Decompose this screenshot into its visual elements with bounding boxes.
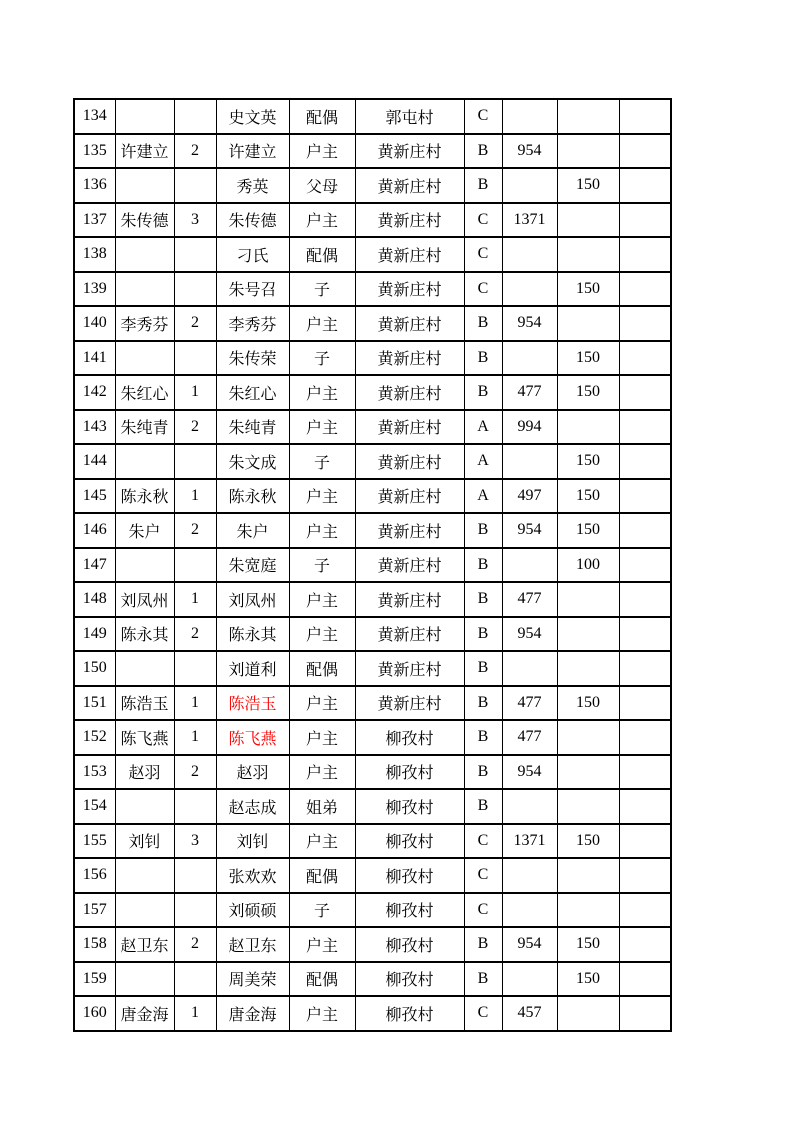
cell-member-name: 张欢欢 bbox=[216, 858, 289, 893]
cell-member-name: 陈飞燕 bbox=[216, 720, 289, 755]
cell-empty bbox=[619, 651, 671, 686]
cell-seq-number: 155 bbox=[74, 824, 115, 859]
cell-grade: B bbox=[464, 134, 502, 169]
cell-amount-primary: 954 bbox=[502, 134, 557, 169]
cell-grade: B bbox=[464, 651, 502, 686]
cell-amount-secondary: 150 bbox=[557, 444, 619, 479]
cell-householder-name: 李秀芬 bbox=[115, 306, 174, 341]
cell-grade: B bbox=[464, 755, 502, 790]
cell-relation: 户主 bbox=[289, 410, 355, 445]
table-row bbox=[74, 513, 671, 548]
cell-household-size: 1 bbox=[174, 479, 216, 514]
cell-relation: 子 bbox=[289, 893, 355, 928]
cell-village: 郭屯村 bbox=[355, 99, 464, 134]
cell-relation: 户主 bbox=[289, 203, 355, 238]
cell-householder-name: 许建立 bbox=[115, 134, 174, 169]
cell-amount-primary bbox=[502, 272, 557, 307]
cell-amount-secondary bbox=[557, 996, 619, 1031]
cell-grade: B bbox=[464, 927, 502, 962]
cell-grade: A bbox=[464, 410, 502, 445]
cell-household-size bbox=[174, 444, 216, 479]
cell-household-size bbox=[174, 651, 216, 686]
cell-household-size: 2 bbox=[174, 513, 216, 548]
cell-amount-primary: 1371 bbox=[502, 203, 557, 238]
cell-seq-number: 138 bbox=[74, 237, 115, 272]
cell-village: 黄新庄村 bbox=[355, 168, 464, 203]
table-row bbox=[74, 651, 671, 686]
table-row bbox=[74, 927, 671, 962]
cell-empty bbox=[619, 548, 671, 583]
cell-amount-primary: 954 bbox=[502, 927, 557, 962]
cell-amount-primary bbox=[502, 651, 557, 686]
cell-village: 黄新庄村 bbox=[355, 444, 464, 479]
cell-amount-primary: 954 bbox=[502, 513, 557, 548]
cell-empty bbox=[619, 203, 671, 238]
cell-amount-secondary: 150 bbox=[557, 686, 619, 721]
cell-empty bbox=[619, 582, 671, 617]
cell-village: 柳孜村 bbox=[355, 789, 464, 824]
cell-member-name: 朱纯青 bbox=[216, 410, 289, 445]
cell-seq-number: 135 bbox=[74, 134, 115, 169]
cell-relation: 户主 bbox=[289, 479, 355, 514]
table-row bbox=[74, 479, 671, 514]
cell-member-name: 朱宽庭 bbox=[216, 548, 289, 583]
cell-seq-number: 142 bbox=[74, 375, 115, 410]
cell-village: 柳孜村 bbox=[355, 720, 464, 755]
cell-seq-number: 139 bbox=[74, 272, 115, 307]
cell-seq-number: 141 bbox=[74, 341, 115, 376]
cell-amount-secondary: 150 bbox=[557, 168, 619, 203]
cell-village: 黄新庄村 bbox=[355, 341, 464, 376]
cell-village: 黄新庄村 bbox=[355, 686, 464, 721]
cell-amount-secondary bbox=[557, 582, 619, 617]
cell-relation: 户主 bbox=[289, 582, 355, 617]
cell-member-name: 赵羽 bbox=[216, 755, 289, 790]
cell-empty bbox=[619, 237, 671, 272]
cell-householder-name: 朱红心 bbox=[115, 375, 174, 410]
cell-amount-primary bbox=[502, 962, 557, 997]
cell-empty bbox=[619, 686, 671, 721]
cell-householder-name: 朱户 bbox=[115, 513, 174, 548]
cell-empty bbox=[619, 893, 671, 928]
cell-relation: 户主 bbox=[289, 686, 355, 721]
cell-empty bbox=[619, 927, 671, 962]
cell-household-size: 3 bbox=[174, 824, 216, 859]
cell-householder-name bbox=[115, 272, 174, 307]
table-row bbox=[74, 306, 671, 341]
cell-seq-number: 152 bbox=[74, 720, 115, 755]
cell-empty bbox=[619, 996, 671, 1031]
table-row bbox=[74, 962, 671, 997]
cell-village: 柳孜村 bbox=[355, 755, 464, 790]
cell-relation: 户主 bbox=[289, 927, 355, 962]
cell-relation: 子 bbox=[289, 444, 355, 479]
cell-householder-name bbox=[115, 237, 174, 272]
cell-village: 黄新庄村 bbox=[355, 272, 464, 307]
cell-amount-primary: 497 bbox=[502, 479, 557, 514]
cell-relation: 户主 bbox=[289, 824, 355, 859]
cell-household-size: 2 bbox=[174, 134, 216, 169]
cell-grade: C bbox=[464, 858, 502, 893]
cell-member-name: 赵志成 bbox=[216, 789, 289, 824]
cell-amount-secondary: 150 bbox=[557, 927, 619, 962]
cell-amount-secondary bbox=[557, 755, 619, 790]
cell-relation: 户主 bbox=[289, 375, 355, 410]
cell-amount-primary: 477 bbox=[502, 720, 557, 755]
cell-amount-secondary: 150 bbox=[557, 375, 619, 410]
cell-relation: 姐弟 bbox=[289, 789, 355, 824]
cell-grade: B bbox=[464, 513, 502, 548]
cell-village: 柳孜村 bbox=[355, 996, 464, 1031]
table-row bbox=[74, 824, 671, 859]
cell-member-name: 陈永秋 bbox=[216, 479, 289, 514]
cell-relation: 配偶 bbox=[289, 858, 355, 893]
cell-seq-number: 150 bbox=[74, 651, 115, 686]
cell-household-size bbox=[174, 962, 216, 997]
cell-amount-secondary bbox=[557, 410, 619, 445]
cell-amount-primary bbox=[502, 444, 557, 479]
cell-member-name: 朱号召 bbox=[216, 272, 289, 307]
cell-householder-name bbox=[115, 789, 174, 824]
cell-relation: 子 bbox=[289, 548, 355, 583]
cell-grade: B bbox=[464, 168, 502, 203]
cell-member-name: 陈永其 bbox=[216, 617, 289, 652]
cell-amount-primary: 1371 bbox=[502, 824, 557, 859]
cell-household-size: 1 bbox=[174, 582, 216, 617]
cell-grade: B bbox=[464, 686, 502, 721]
table-row bbox=[74, 168, 671, 203]
cell-village: 柳孜村 bbox=[355, 858, 464, 893]
cell-grade: C bbox=[464, 893, 502, 928]
cell-relation: 户主 bbox=[289, 134, 355, 169]
cell-grade: C bbox=[464, 203, 502, 238]
cell-empty bbox=[619, 375, 671, 410]
cell-relation: 配偶 bbox=[289, 651, 355, 686]
cell-grade: B bbox=[464, 720, 502, 755]
cell-grade: B bbox=[464, 548, 502, 583]
cell-amount-primary bbox=[502, 168, 557, 203]
cell-empty bbox=[619, 410, 671, 445]
cell-amount-primary: 477 bbox=[502, 686, 557, 721]
cell-member-name: 李秀芬 bbox=[216, 306, 289, 341]
cell-seq-number: 147 bbox=[74, 548, 115, 583]
cell-grade: B bbox=[464, 617, 502, 652]
cell-household-size bbox=[174, 272, 216, 307]
cell-village: 黄新庄村 bbox=[355, 479, 464, 514]
cell-village: 柳孜村 bbox=[355, 893, 464, 928]
cell-amount-primary: 954 bbox=[502, 617, 557, 652]
cell-empty bbox=[619, 720, 671, 755]
cell-member-name: 陈浩玉 bbox=[216, 686, 289, 721]
cell-village: 柳孜村 bbox=[355, 927, 464, 962]
cell-household-size: 1 bbox=[174, 996, 216, 1031]
cell-household-size: 2 bbox=[174, 306, 216, 341]
cell-seq-number: 158 bbox=[74, 927, 115, 962]
cell-amount-secondary: 150 bbox=[557, 962, 619, 997]
cell-householder-name bbox=[115, 548, 174, 583]
table-row bbox=[74, 99, 671, 134]
cell-member-name: 许建立 bbox=[216, 134, 289, 169]
cell-amount-primary bbox=[502, 858, 557, 893]
cell-relation: 父母 bbox=[289, 168, 355, 203]
cell-relation: 户主 bbox=[289, 720, 355, 755]
cell-grade: C bbox=[464, 99, 502, 134]
cell-household-size: 2 bbox=[174, 927, 216, 962]
cell-household-size bbox=[174, 548, 216, 583]
table-row bbox=[74, 341, 671, 376]
household-register-table-body bbox=[74, 99, 671, 1031]
cell-seq-number: 151 bbox=[74, 686, 115, 721]
cell-empty bbox=[619, 858, 671, 893]
cell-amount-secondary bbox=[557, 99, 619, 134]
cell-householder-name: 朱传德 bbox=[115, 203, 174, 238]
cell-empty bbox=[619, 479, 671, 514]
cell-relation: 子 bbox=[289, 272, 355, 307]
cell-household-size: 2 bbox=[174, 617, 216, 652]
cell-householder-name bbox=[115, 858, 174, 893]
cell-amount-primary: 954 bbox=[502, 306, 557, 341]
cell-member-name: 刘硕硕 bbox=[216, 893, 289, 928]
cell-household-size bbox=[174, 168, 216, 203]
cell-amount-primary: 954 bbox=[502, 755, 557, 790]
cell-amount-primary bbox=[502, 789, 557, 824]
cell-grade: C bbox=[464, 996, 502, 1031]
cell-seq-number: 144 bbox=[74, 444, 115, 479]
table-row bbox=[74, 134, 671, 169]
cell-householder-name bbox=[115, 651, 174, 686]
table-row bbox=[74, 272, 671, 307]
cell-empty bbox=[619, 134, 671, 169]
table-row bbox=[74, 893, 671, 928]
cell-member-name: 朱户 bbox=[216, 513, 289, 548]
cell-amount-secondary: 150 bbox=[557, 341, 619, 376]
cell-grade: B bbox=[464, 306, 502, 341]
cell-member-name: 史文英 bbox=[216, 99, 289, 134]
cell-householder-name: 陈飞燕 bbox=[115, 720, 174, 755]
cell-householder-name bbox=[115, 962, 174, 997]
cell-village: 柳孜村 bbox=[355, 962, 464, 997]
table-row bbox=[74, 617, 671, 652]
table-row bbox=[74, 203, 671, 238]
cell-village: 黄新庄村 bbox=[355, 651, 464, 686]
cell-member-name: 唐金海 bbox=[216, 996, 289, 1031]
cell-village: 黄新庄村 bbox=[355, 134, 464, 169]
cell-relation: 户主 bbox=[289, 513, 355, 548]
cell-member-name: 朱传德 bbox=[216, 203, 289, 238]
cell-grade: B bbox=[464, 962, 502, 997]
cell-amount-secondary bbox=[557, 858, 619, 893]
cell-amount-primary bbox=[502, 548, 557, 583]
cell-householder-name bbox=[115, 99, 174, 134]
cell-household-size bbox=[174, 99, 216, 134]
cell-amount-secondary bbox=[557, 617, 619, 652]
cell-amount-secondary bbox=[557, 134, 619, 169]
cell-grade: B bbox=[464, 582, 502, 617]
cell-grade: B bbox=[464, 375, 502, 410]
cell-seq-number: 140 bbox=[74, 306, 115, 341]
cell-householder-name bbox=[115, 341, 174, 376]
cell-village: 黄新庄村 bbox=[355, 306, 464, 341]
table-row bbox=[74, 789, 671, 824]
cell-village: 黄新庄村 bbox=[355, 513, 464, 548]
cell-seq-number: 153 bbox=[74, 755, 115, 790]
cell-amount-secondary: 150 bbox=[557, 479, 619, 514]
cell-amount-primary: 477 bbox=[502, 582, 557, 617]
cell-householder-name: 陈永其 bbox=[115, 617, 174, 652]
cell-householder-name bbox=[115, 444, 174, 479]
table-row bbox=[74, 755, 671, 790]
cell-amount-secondary: 100 bbox=[557, 548, 619, 583]
cell-amount-secondary bbox=[557, 720, 619, 755]
cell-empty bbox=[619, 99, 671, 134]
cell-relation: 户主 bbox=[289, 755, 355, 790]
table-row bbox=[74, 996, 671, 1031]
cell-household-size bbox=[174, 858, 216, 893]
cell-relation: 户主 bbox=[289, 306, 355, 341]
cell-relation: 配偶 bbox=[289, 237, 355, 272]
cell-household-size: 3 bbox=[174, 203, 216, 238]
cell-seq-number: 160 bbox=[74, 996, 115, 1031]
cell-relation: 户主 bbox=[289, 996, 355, 1031]
cell-seq-number: 154 bbox=[74, 789, 115, 824]
cell-member-name: 赵卫东 bbox=[216, 927, 289, 962]
cell-household-size: 2 bbox=[174, 410, 216, 445]
cell-village: 黄新庄村 bbox=[355, 582, 464, 617]
cell-member-name: 刁氏 bbox=[216, 237, 289, 272]
cell-village: 黄新庄村 bbox=[355, 375, 464, 410]
cell-member-name: 刘道利 bbox=[216, 651, 289, 686]
cell-seq-number: 146 bbox=[74, 513, 115, 548]
cell-householder-name: 赵卫东 bbox=[115, 927, 174, 962]
cell-member-name: 朱传荣 bbox=[216, 341, 289, 376]
cell-householder-name: 陈永秋 bbox=[115, 479, 174, 514]
cell-empty bbox=[619, 168, 671, 203]
cell-householder-name: 朱纯青 bbox=[115, 410, 174, 445]
cell-relation: 配偶 bbox=[289, 962, 355, 997]
cell-seq-number: 143 bbox=[74, 410, 115, 445]
table-row bbox=[74, 444, 671, 479]
cell-grade: B bbox=[464, 341, 502, 376]
cell-amount-primary: 994 bbox=[502, 410, 557, 445]
cell-member-name: 朱文成 bbox=[216, 444, 289, 479]
table-row bbox=[74, 582, 671, 617]
cell-grade: A bbox=[464, 444, 502, 479]
cell-amount-primary bbox=[502, 341, 557, 376]
cell-seq-number: 157 bbox=[74, 893, 115, 928]
cell-grade: A bbox=[464, 479, 502, 514]
cell-empty bbox=[619, 306, 671, 341]
cell-empty bbox=[619, 617, 671, 652]
cell-empty bbox=[619, 341, 671, 376]
cell-householder-name: 刘钊 bbox=[115, 824, 174, 859]
household-register-table bbox=[73, 98, 672, 1032]
cell-amount-secondary bbox=[557, 789, 619, 824]
cell-household-size bbox=[174, 789, 216, 824]
cell-relation: 配偶 bbox=[289, 99, 355, 134]
cell-amount-primary bbox=[502, 893, 557, 928]
cell-amount-secondary bbox=[557, 893, 619, 928]
cell-village: 黄新庄村 bbox=[355, 203, 464, 238]
cell-seq-number: 137 bbox=[74, 203, 115, 238]
table-row bbox=[74, 548, 671, 583]
cell-village: 柳孜村 bbox=[355, 824, 464, 859]
cell-seq-number: 159 bbox=[74, 962, 115, 997]
cell-householder-name: 唐金海 bbox=[115, 996, 174, 1031]
cell-household-size: 1 bbox=[174, 375, 216, 410]
cell-village: 黄新庄村 bbox=[355, 410, 464, 445]
cell-empty bbox=[619, 755, 671, 790]
cell-relation: 户主 bbox=[289, 617, 355, 652]
cell-village: 黄新庄村 bbox=[355, 548, 464, 583]
table-row bbox=[74, 375, 671, 410]
cell-village: 黄新庄村 bbox=[355, 237, 464, 272]
cell-member-name: 朱红心 bbox=[216, 375, 289, 410]
cell-empty bbox=[619, 789, 671, 824]
cell-householder-name: 赵羽 bbox=[115, 755, 174, 790]
cell-seq-number: 134 bbox=[74, 99, 115, 134]
cell-amount-primary bbox=[502, 237, 557, 272]
cell-empty bbox=[619, 824, 671, 859]
cell-amount-secondary bbox=[557, 237, 619, 272]
cell-empty bbox=[619, 444, 671, 479]
table-row bbox=[74, 858, 671, 893]
cell-household-size: 1 bbox=[174, 686, 216, 721]
cell-grade: C bbox=[464, 824, 502, 859]
cell-amount-secondary: 150 bbox=[557, 513, 619, 548]
cell-household-size bbox=[174, 893, 216, 928]
cell-amount-primary bbox=[502, 99, 557, 134]
cell-seq-number: 156 bbox=[74, 858, 115, 893]
cell-grade: C bbox=[464, 237, 502, 272]
cell-householder-name: 刘凤州 bbox=[115, 582, 174, 617]
cell-household-size: 2 bbox=[174, 755, 216, 790]
cell-member-name: 周美荣 bbox=[216, 962, 289, 997]
cell-household-size bbox=[174, 237, 216, 272]
cell-empty bbox=[619, 962, 671, 997]
cell-amount-secondary bbox=[557, 306, 619, 341]
cell-member-name: 秀英 bbox=[216, 168, 289, 203]
cell-household-size bbox=[174, 341, 216, 376]
cell-household-size: 1 bbox=[174, 720, 216, 755]
cell-village: 黄新庄村 bbox=[355, 617, 464, 652]
cell-amount-secondary: 150 bbox=[557, 272, 619, 307]
cell-amount-primary: 477 bbox=[502, 375, 557, 410]
table-row bbox=[74, 410, 671, 445]
cell-grade: B bbox=[464, 789, 502, 824]
table-row bbox=[74, 237, 671, 272]
cell-householder-name: 陈浩玉 bbox=[115, 686, 174, 721]
cell-relation: 子 bbox=[289, 341, 355, 376]
cell-seq-number: 136 bbox=[74, 168, 115, 203]
cell-seq-number: 149 bbox=[74, 617, 115, 652]
cell-amount-primary: 457 bbox=[502, 996, 557, 1031]
cell-amount-secondary bbox=[557, 651, 619, 686]
cell-grade: C bbox=[464, 272, 502, 307]
cell-householder-name bbox=[115, 168, 174, 203]
cell-member-name: 刘凤州 bbox=[216, 582, 289, 617]
table-row bbox=[74, 686, 671, 721]
cell-member-name: 刘钊 bbox=[216, 824, 289, 859]
cell-empty bbox=[619, 513, 671, 548]
cell-seq-number: 148 bbox=[74, 582, 115, 617]
table-row bbox=[74, 720, 671, 755]
cell-amount-secondary: 150 bbox=[557, 824, 619, 859]
cell-householder-name bbox=[115, 893, 174, 928]
cell-seq-number: 145 bbox=[74, 479, 115, 514]
cell-empty bbox=[619, 272, 671, 307]
cell-amount-secondary bbox=[557, 203, 619, 238]
